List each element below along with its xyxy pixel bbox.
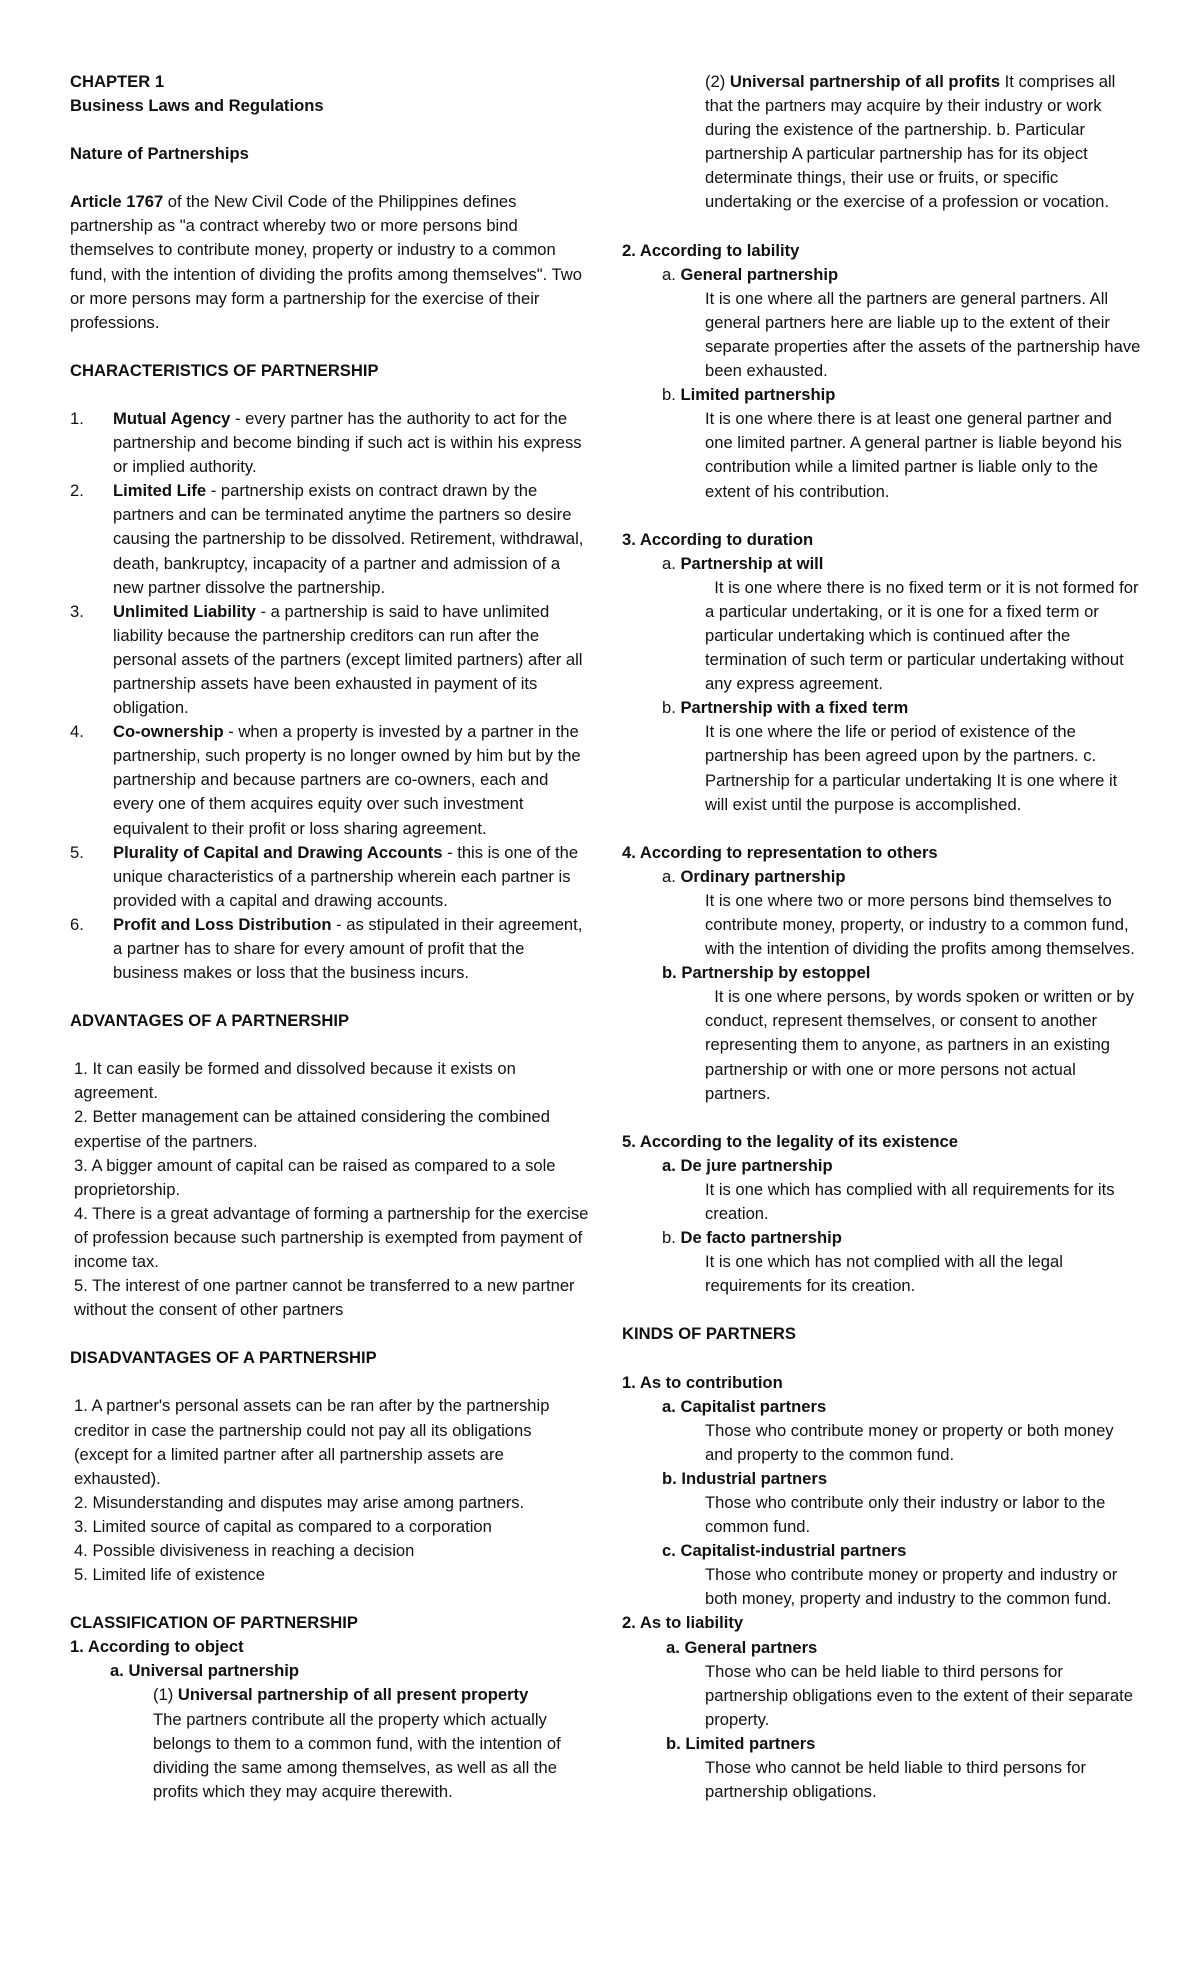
subheading-as-to-liability: 2. As to liability	[622, 1613, 744, 1633]
list-item: 3. A bigger amount of capital can be raised as compared to a sole proprietorship.	[74, 1155, 556, 1199]
item-general-partners: a. General partners	[666, 1637, 818, 1657]
section-heading-kinds: KINDS OF PARTNERS	[622, 1324, 796, 1344]
item-body: Those who contribute only their industry or labor to the common fund.	[705, 1492, 1106, 1537]
item-capitalist: a. Capitalist partners	[662, 1396, 827, 1416]
section-heading-advantages: ADVANTAGES OF A PARTNERSHIP	[70, 1011, 350, 1031]
list-item: 2. Better management can be attained considering the combined expertise of the partners.	[74, 1107, 550, 1151]
section-heading-nature: Nature of Partnerships	[70, 144, 249, 164]
list-item: 5. Plurality of Capital and Drawing Accounts - this is one of the unique characteristics of a partnership wherein each partner is provided with a capital and drawing accounts.	[70, 842, 579, 910]
item-body: It is one which has not complied with all the legal requirements for its creation.	[705, 1252, 1063, 1296]
article-text: of the New Civil Code of the Philippines defines partnership as "a contract whereby two or more persons bind themselves to contribute money, property or industry to a common fund, with the intention of dividing the profits among themselves". Two or more persons may form a partnership for the exercise of their professions.	[70, 192, 582, 332]
universal-all-profits: (2) Universal partnership of all profits It comprises all that the partners may acquire by their industry or work during the existence of the partnership. b. Particular partnership A particular partnership has for its object determinate things, their use or fruits, or specific undertaking or the exercise of a profession or vocation.	[705, 72, 1116, 212]
article-label: Article 1767	[70, 192, 164, 212]
list-item: 5. Limited life of existence	[74, 1565, 265, 1585]
item-body: It is one where all the partners are general partners. All general partners here are liable up to the extent of their separate properties after the assets of the partnership have been exhausted.	[705, 288, 1141, 381]
item-body: It is one which has complied with all requirements for its creation.	[705, 1179, 1115, 1224]
item-body: It is one where persons, by words spoken or written or by conduct, represent themselves, or consent to another representing them to anyone, as partners in an existing partnership or with one or more persons not actual partners.	[705, 987, 1139, 1103]
item-body: Those who can be held liable to third persons for partnership obligations even to the extent of their separate property.	[705, 1661, 1134, 1729]
item-de-jure: a. De jure partnership	[662, 1155, 833, 1175]
section-heading-classification: CLASSIFICATION OF PARTNERSHIP	[70, 1613, 358, 1633]
item-body: Those who contribute money or property or both money and property to the common fund.	[705, 1420, 1114, 1464]
item-general-partnership: a. General partnership	[662, 264, 839, 284]
section-heading-characteristics: CHARACTERISTICS OF PARTNERSHIP	[70, 360, 379, 380]
chapter-subject: Business Laws and Regulations	[70, 96, 324, 116]
list-item: 4. Co-ownership - when a property is invested by a partner in the partnership, such property is no longer owned by him but by the partnership and because partners are co-owners, each and every one of them acquires equity over such investment equivalent to their profit or loss sharing agreement.	[70, 722, 581, 838]
list-item: 1. A partner's personal assets can be ran after by the partnership creditor in case the partnership could not pay all its obligations (except for a limited partner after all partnership assets are exhausted).	[74, 1396, 550, 1488]
list-item: 4. Possible divisiveness in reaching a decision	[74, 1540, 415, 1560]
item-body: Those who contribute money or property and industry or both money, property and industry to the common fund.	[705, 1565, 1118, 1609]
section-heading-disadvantages: DISADVANTAGES OF A PARTNERSHIP	[70, 1348, 377, 1368]
item-ordinary-partnership: a. Ordinary partnership	[662, 866, 846, 886]
subheading-according-to-legality: 5. According to the legality of its existence	[622, 1131, 958, 1151]
item-fixed-term: b. Partnership with a fixed term	[662, 698, 909, 718]
subheading-according-to-liability: 2. According to lability	[622, 240, 800, 260]
item-body: It is one where there is at least one general partner and one limited partner. A general partner is liable beyond his contribution while a limited partner is liable only to the extent of his contribution.	[705, 409, 1122, 501]
list-item: 1. It can easily be formed and dissolved because it exists on agreement.	[74, 1059, 516, 1103]
list-item: 3. Limited source of capital as compared to a corporation	[74, 1516, 492, 1536]
item-body: It is one where the life or period of existence of the partnership has been agreed upon by the partners. c. Partnership for a particular undertaking It is one where it will exist until the purpose is accomplished.	[705, 722, 1118, 814]
subheading-as-to-contribution: 1. As to contribution	[622, 1372, 783, 1392]
list-item: 4. There is a great advantage of forming a partnership for the exercise of profession because such partnership is exempted from payment of income tax.	[74, 1203, 589, 1272]
chapter-title: CHAPTER 1	[70, 72, 165, 91]
right-column	[622, 70, 1142, 1804]
item-de-facto: b. De facto partnership	[662, 1228, 842, 1248]
item-body: It is one where there is no fixed term or it is not formed for a particular undertaking, or it is one for a fixed term or particular undertaking which is continued after the termination of such term or particular undertaking without any express agreement.	[705, 577, 1144, 694]
item-partnership-by-estoppel: b. Partnership by estoppel	[662, 963, 871, 983]
item-industrial: b. Industrial partners	[662, 1468, 828, 1488]
list-item: 5. The interest of one partner cannot be transferred to a new partner without the consent of other partners	[74, 1276, 575, 1320]
list-item: 3. Unlimited Liability - a partnership is said to have unlimited liability because the partnership creditors can run after the personal assets of the partners (except limited partners) after all partnership assets have been exhausted in payment of its obligation.	[70, 601, 583, 718]
subheading-universal-partnership: a. Universal partnership	[110, 1661, 300, 1681]
item-body: Those who cannot be held liable to third persons for partnership obligations.	[705, 1758, 1086, 1802]
item-limited-partnership: b. Limited partnership	[662, 385, 836, 405]
advantages-list	[70, 1057, 590, 1322]
item-capitalist-industrial: c. Capitalist-industrial partners	[662, 1541, 907, 1561]
subheading-according-to-duration: 3. According to duration	[622, 529, 814, 549]
subheading-according-to-representation: 4. According to representation to others	[622, 842, 938, 862]
item-body: It is one where two or more persons bind themselves to contribute money, property, or industry to a common fund, with the intention of dividing the profits among themselves.	[705, 890, 1135, 959]
list-item: 1. Mutual Agency - every partner has the authority to act for the partnership and become binding if such act is within his express or implied authority.	[70, 408, 582, 477]
item-partnership-at-will: a. Partnership at will	[662, 553, 824, 573]
article-paragraph	[70, 190, 590, 335]
characteristics-list	[70, 407, 590, 985]
list-item: 6. Profit and Loss Distribution - as stipulated in their agreement, a partner has to share for every amount of profit that the business makes or loss that the business incurs.	[70, 914, 583, 983]
disadvantages-list	[70, 1394, 590, 1587]
list-item: 2. Limited Life - partnership exists on contract drawn by the partners and can be terminated anytime the partners so desire causing the partnership to be dissolved. Retirement, withdrawal, death, bankruptcy, incapacity of a partner and admission of a new partner dissolve the partnership.	[70, 481, 584, 597]
left-column	[70, 70, 590, 1804]
list-item: 2. Misunderstanding and disputes may arise among partners.	[74, 1492, 525, 1512]
subheading-according-to-object: 1. According to object	[70, 1637, 244, 1657]
item-limited-partners: b. Limited partners	[666, 1733, 816, 1753]
universal-present-property: (1) Universal partnership of all present property The partners contribute all the property which actually belongs to them to a common fund, with the intention of dividing the same among themselves, as well as all the profits which they may acquire therewith.	[153, 1685, 561, 1801]
